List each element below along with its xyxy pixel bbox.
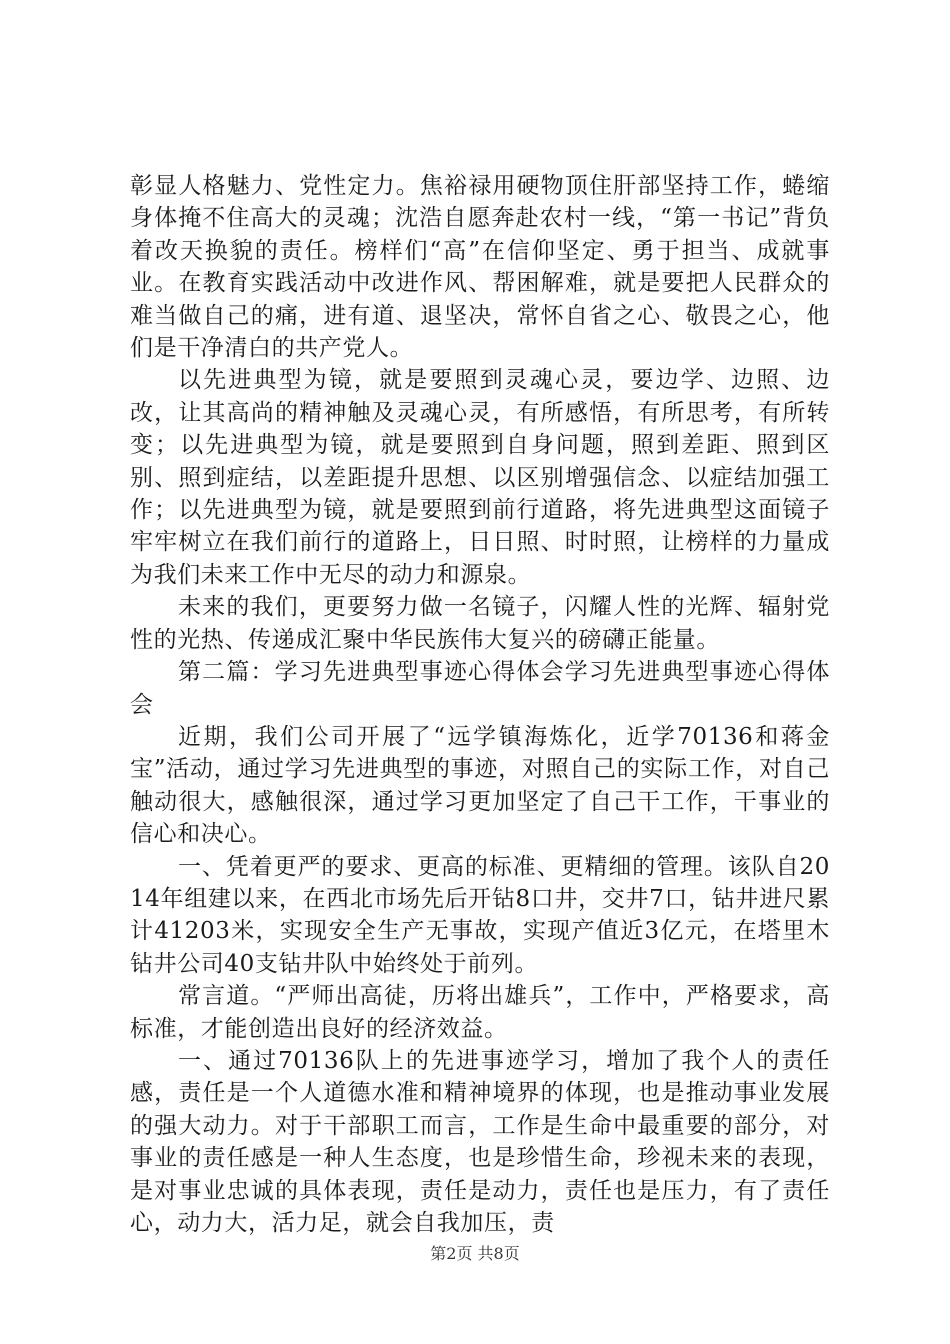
paragraph-intro: 近期，我们公司开展了“远学镇海炼化，近学70136和蒋金宝”活动，通过学习先进典型的事迹，对照自己的实际工作，对自己触动很大，感触很深，通过学习更加坚定了自己干工作，干事业的信心和决心。: [130, 723, 830, 848]
paragraph-saying: 常言道。“严师出高徒，历将出雄兵”，工作中，严格要求，高标准，才能创造出良好的经济效益。: [130, 983, 830, 1042]
paragraph-mirror: 以先进典型为镜，就是要照到灵魂心灵，要边学、边照、边改，让其高尚的精神触及灵魂心灵，有所感悟，有所思考，有所转变；以先进典型为镜，就是要照到自身问题，照到差距、照到区别、照到症结，以差距提升思想、以区别增强信念、以症结加强工作；以先进典型为镜，就是要照到前行道路，将先进典型这面镜子牢牢树立在我们前行的道路上，日日照、时时照，让榜样的力量成为我们未来工作中无尽的动力和源泉。: [130, 367, 830, 588]
section-heading: 第二篇：学习先进典型事迹心得体会学习先进典型事迹心得体会: [130, 659, 830, 718]
page-number-footer: 第2页 共8页: [430, 1244, 520, 1263]
paragraph-point-one: 一、凭着更严的要求、更高的标准、更精细的管理。该队自2014年组建以来，在西北市场先后开钻8口井，交井7口，钻井进尺累计41203米，实现安全生产无事故，实现产值近3亿元，在塔里木钻井公司40支钻井队中始终处于前列。: [130, 853, 830, 977]
paragraph-responsibility: 一、通过70136队上的先进事迹学习，增加了我个人的责任感，责任是一个人道德水准和精神境界的体现，也是推动事业发展的强大动力。对于干部职工而言，工作是生命中最重要的部分，对事业的责任感是一种人生态度，也是珍惜生命，珍视未来的表现，是对事业忠诚的具体表现，责任是动力，责任也是压力，有了责任心，动力大，活力足，就会自我加压，责: [130, 1047, 830, 1236]
document-body: [130, 170, 830, 1239]
paragraph-future: 未来的我们，更要努力做一名镜子，闪耀人性的光辉、辐射党性的光热、传递成汇聚中华民族伟大复兴的磅礴正能量。: [130, 594, 830, 653]
paragraph-continued: 彰显人格魅力、党性定力。焦裕禄用硬物顶住肝部坚持工作，蜷缩身体掩不住高大的灵魂；沈浩自愿奔赴农村一线，“第一书记”背负着改天换貌的责任。榜样们“高”在信仰坚定、勇于担当、成就事业。在教育实践活动中改进作风、帮困解难，就是要把人民群众的难当做自己的痛，进有道、退坚决，常怀自省之心、敬畏之心，他们是干净清白的共产党人。: [130, 173, 830, 362]
